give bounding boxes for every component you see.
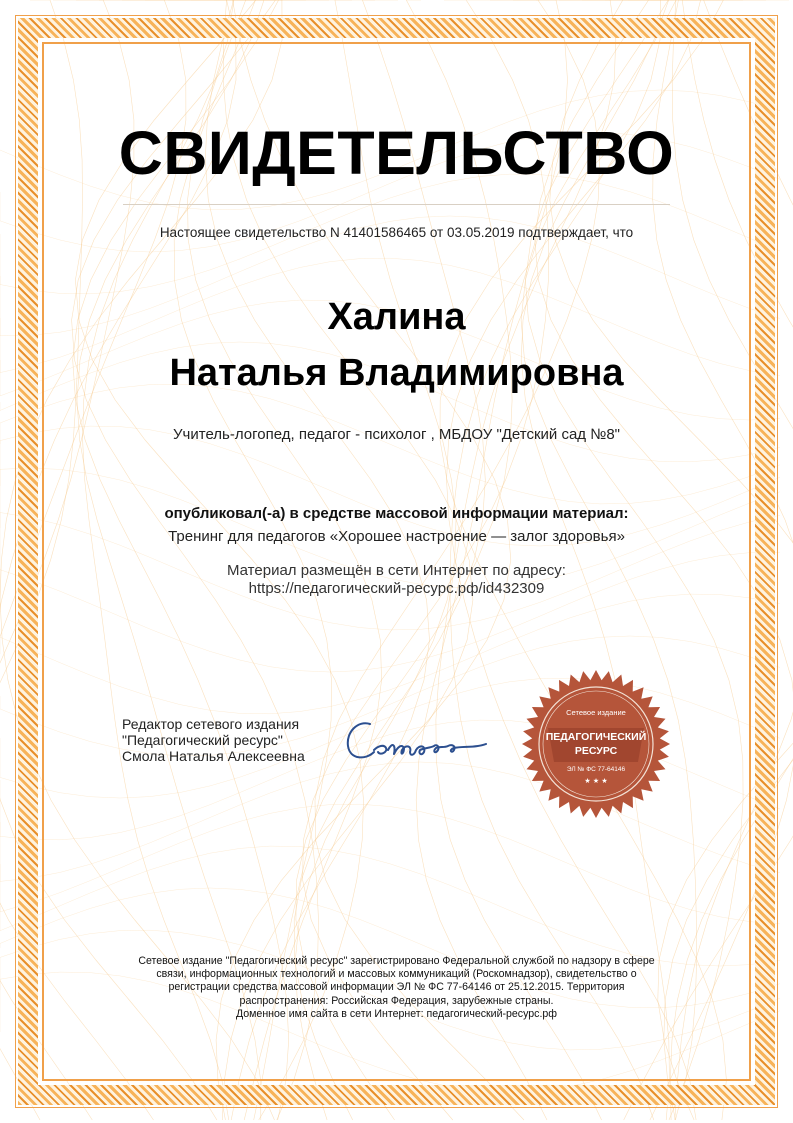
- footer-line: Доменное имя сайта в сети Интернет: педагогический-ресурс.рф: [235, 1007, 558, 1020]
- seal-name-line1: ПЕДАГОГИЧЕСКИЙ: [545, 731, 647, 743]
- recipient-given-names: Наталья Владимировна: [169, 352, 624, 394]
- editor-publication: "Педагогический ресурс": [122, 732, 283, 748]
- recipient-position: Учитель-логопед, педагог - психолог , МБДОУ "Детский сад №8": [173, 426, 620, 443]
- seal-top-text: Сетевое издание: [566, 708, 626, 717]
- editor-signature: [340, 710, 500, 770]
- publication-label: опубликовал(-а) в средстве массовой информации материал:: [164, 505, 629, 522]
- footer-line: распространения: Российская Федерация, зарубежные страны.: [239, 994, 554, 1007]
- footer-line: регистрации средства массовой информации ЭЛ № ФС 77-64146 от 25.12.2015. Территория: [168, 981, 625, 994]
- seal-stars: ★ ★ ★: [584, 777, 608, 785]
- recipient-surname: Халина: [327, 296, 466, 338]
- publisher-seal: [520, 668, 672, 820]
- editor-block: [122, 716, 305, 764]
- address-label: Материал размещён в сети Интернет по адресу:: [227, 562, 566, 579]
- editor-name: Смола Наталья Алексеевна: [122, 748, 305, 764]
- footer-line: связи, информационных технологий и массовых коммуникаций (Роскомнадзор), свидетельство о: [156, 968, 637, 981]
- seal-name-line2: РЕСУРС: [574, 745, 618, 757]
- editor-role: Редактор сетевого издания: [122, 716, 300, 732]
- publication-title: Тренинг для педагогов «Хорошее настроение — залог здоровья»: [168, 528, 625, 545]
- registration-footer: [120, 955, 673, 1021]
- footer-line: Сетевое издание "Педагогический ресурс" зарегистрировано Федеральной службой по надзору в сфере: [138, 955, 655, 967]
- certificate-title: СВИДЕТЕЛЬСТВО: [118, 119, 675, 187]
- seal-registration: ЭЛ № ФС 77-64146: [566, 766, 626, 773]
- certificate-intro: Настоящее свидетельство N 41401586465 от 03.05.2019 подтверждает, что: [159, 225, 634, 240]
- publication-url: https://педагогический-ресурс.рф/id432309: [248, 580, 545, 597]
- title-divider: [123, 204, 670, 205]
